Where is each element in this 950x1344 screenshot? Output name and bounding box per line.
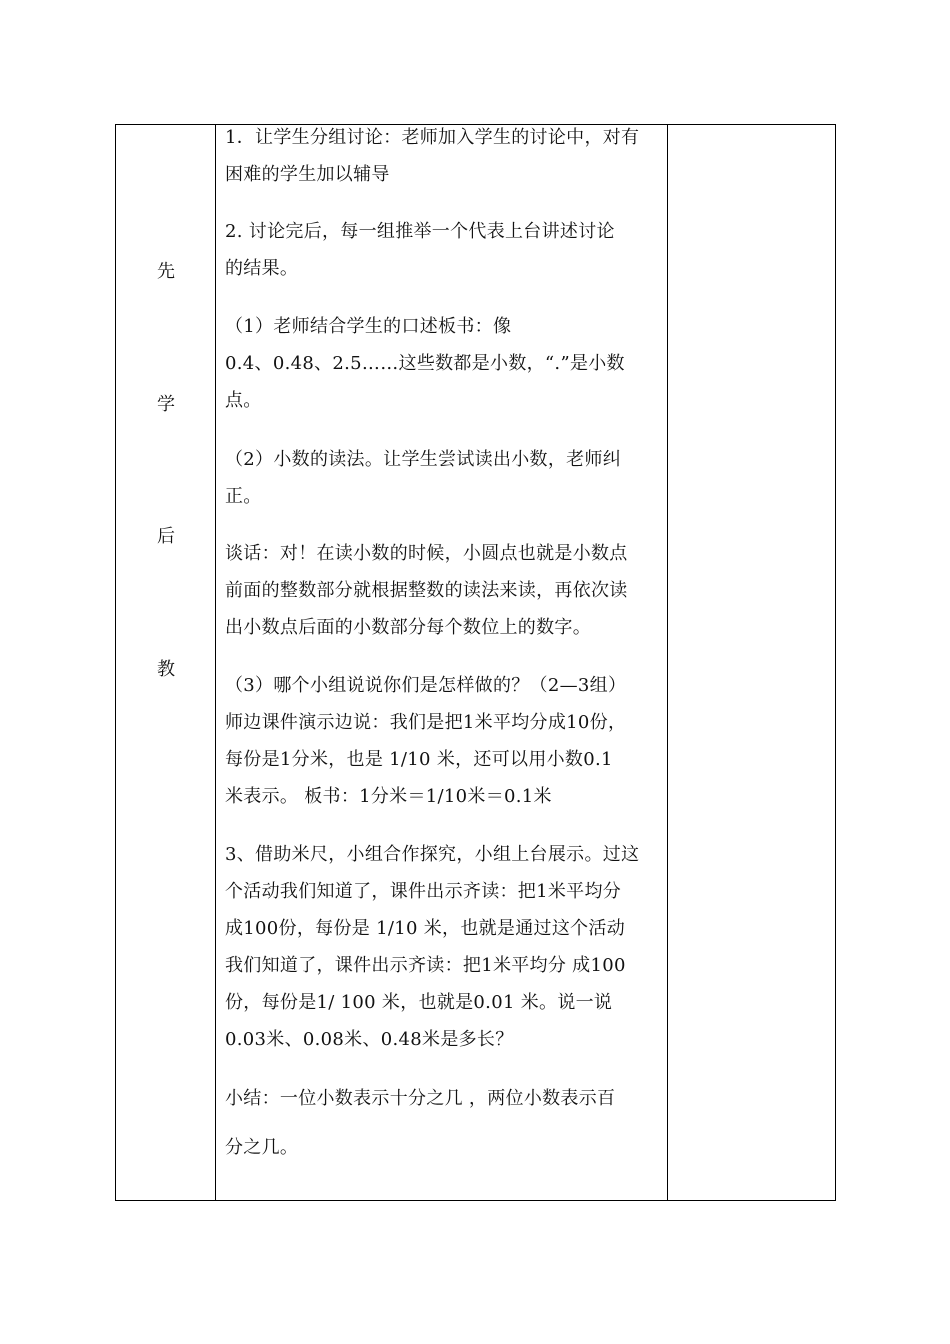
text-line: 2. 讨论完后，每一组推举一个代表上台讲述讨论 bbox=[225, 221, 615, 242]
paragraph-talk bbox=[225, 535, 661, 646]
lesson-table bbox=[115, 124, 836, 1201]
text-line: 1．让学生分组讨论：老师加入学生的讨论中，对有 bbox=[225, 127, 640, 148]
paragraph-summary bbox=[225, 1080, 661, 1117]
text-line: 前面的整数部分就根据整数的读法来读，再依次读 bbox=[225, 580, 628, 601]
text-line: 正。 bbox=[225, 486, 262, 507]
text-line: （1）老师结合学生的口述板书：像 bbox=[225, 316, 512, 337]
text-line: 我们知道了，课件出示齐读：把1米平均分 成100 bbox=[225, 955, 626, 976]
text-line: 0.03米、0.08米、0.48米是多长？ bbox=[225, 1029, 514, 1050]
text-line: 的结果。 bbox=[225, 258, 299, 279]
text-line: 谈话：对！在读小数的时候，小圆点也就是小数点 bbox=[225, 543, 628, 564]
text-line: 3、借助米尺，小组合作探究，小组上台展示。过这 bbox=[225, 844, 640, 865]
paragraph-summary-end bbox=[225, 1129, 661, 1166]
paragraph-group-discussion bbox=[225, 119, 661, 193]
sidebar-char-xue: 学 bbox=[157, 394, 175, 415]
paragraph-group-demo bbox=[225, 667, 661, 815]
text-line: 困难的学生加以辅导 bbox=[225, 164, 390, 185]
paragraph-board-notes bbox=[225, 308, 661, 419]
sidebar-char-hou: 后 bbox=[157, 526, 175, 547]
text-line: （3）哪个小组说说你们是怎样做的？（2—3组） bbox=[225, 675, 627, 696]
text-line: 出小数点后面的小数部分每个数位上的数字。 bbox=[225, 617, 591, 638]
sidebar-char-jiao: 教 bbox=[157, 659, 175, 680]
text-line: （2）小数的读法。让学生尝试读出小数，老师纠 bbox=[225, 449, 622, 470]
text-line: 份，每份是1/ 100 米，也就是0.01 米。说一说 bbox=[225, 992, 613, 1013]
text-line: 分之几。 bbox=[225, 1137, 299, 1158]
column-divider bbox=[667, 125, 668, 1200]
text-line: 0.4、0.48、2.5……这些数都是小数，“.”是小数 bbox=[225, 353, 625, 374]
text-line: 点。 bbox=[225, 390, 262, 411]
paragraph-reading-decimals bbox=[225, 441, 661, 515]
text-line: 个活动我们知道了，课件出示齐读：把1米平均分 bbox=[225, 881, 622, 902]
paragraph-meter-ruler bbox=[225, 836, 661, 1058]
text-line: 师边课件演示边说：我们是把1米平均分成10份， bbox=[225, 712, 627, 733]
sidebar-char-xian: 先 bbox=[157, 261, 175, 282]
paragraph-report-results bbox=[225, 213, 661, 287]
column-divider bbox=[215, 125, 216, 1200]
text-line: 小结：一位小数表示十分之几 ，两位小数表示百 bbox=[225, 1088, 616, 1109]
text-line: 米表示。 板书：1分米＝1/10米＝0.1米 bbox=[225, 786, 552, 807]
text-line: 成100份，每份是 1/10 米，也就是通过这个活动 bbox=[225, 918, 626, 939]
text-line: 每份是1分米，也是 1/10 米，还可以用小数0.1 bbox=[225, 749, 613, 770]
